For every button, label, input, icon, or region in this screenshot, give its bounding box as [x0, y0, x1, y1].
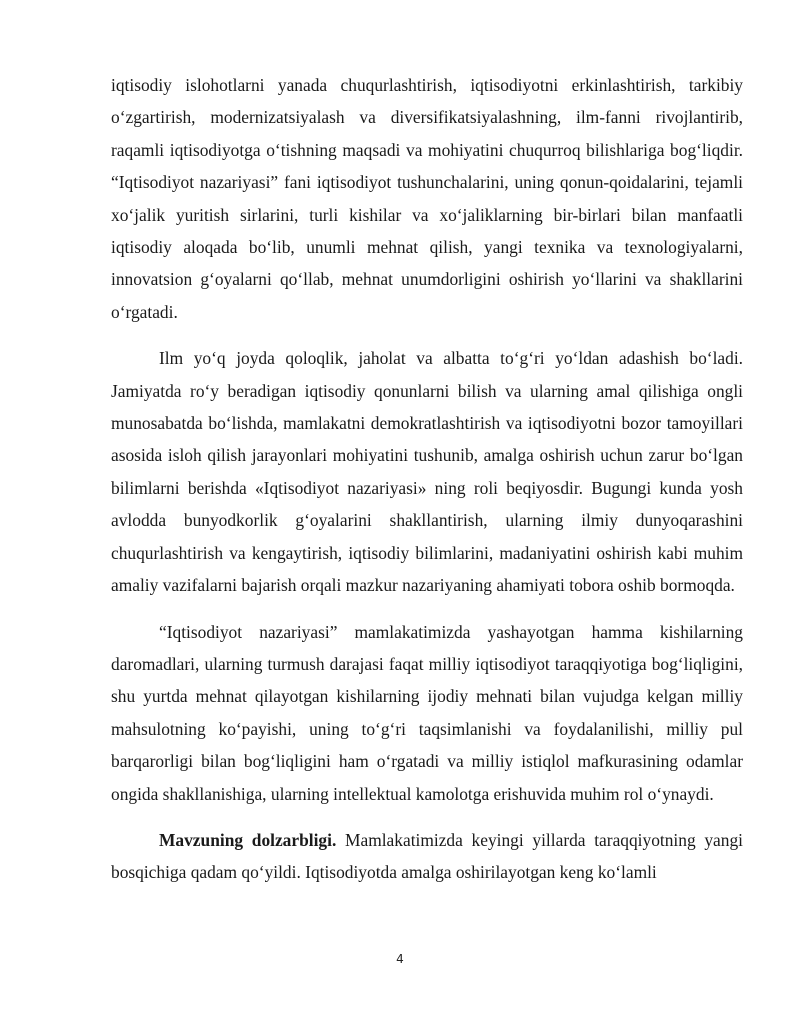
paragraph-2: [111, 342, 743, 601]
paragraph-3-text: “Iqtisodiyot nazariyasi” mamlakatimizda yashayotgan hamma kishilarning daromadlari, ularning turmush darajasi faqat milliy iqtisodiyot taraqqiyotiga bog‘liqligini, shu yurtda mehnat qilayotgan kishilarning ijodiy mehnati bilan vujudga kelgan milliy mahsulotning ko‘payishi, uning to‘g‘ri taqsimlanishi va foydalanilishi, milliy pul barqarorligi bilan bog‘liqligini ham o‘rgatadi va milliy istiqlol mafkurasining odamlar ongida shakllanishiga, ularning intellektual kamolotga erishuvida muhim rol o‘ynaydi.: [111, 621, 743, 804]
page-number: 4: [396, 952, 404, 966]
section-heading-inline: Mavzuning dolzarbligi.: [159, 829, 337, 850]
paragraph-1-text: iqtisodiy islohotlarni yanada chuqurlashtirish, iqtisodiyotni erkinlashtirish, tarkibiy o‘zgartirish, modernizatsiyalash va diversifikatsiyalashning, ilm-fanni rivojlantirib, raqamli iqtisodiyotga o‘tishning maqsadi va mohiyatini chuqurroq bilishlariga bog‘liqdir. “Iqtisodiyot nazariyasi” fani iqtisodiyot tushunchalarini, uning qonun-qoidalarini, tejamli xo‘jalik yuritish sirlarini, turli kishilar va xo‘jaliklarning bir-birlari bilan manfaatli iqtisodiy aloqada bo‘lib, unumli mehnat qilish, yangi texnika va texnologiyalarni, innovatsion g‘oyalarni qo‘llab, mehnat unumdorligini oshirish yo‘llarini va shakllarini o‘rgatadi.: [111, 75, 743, 322]
paragraph-3: [111, 616, 743, 810]
paragraph-2-text: Ilm yo‘q joyda qoloqlik, jaholat va albatta to‘g‘ri yo‘ldan adashish bo‘ladi. Jamiyatda ro‘y beradigan iqtisodiy qonunlarni bilish va ularning amal qilishiga ongli munosabatda bo‘lishda, mamlakatni demokratlashtirish va iqtisodiyotni bozor tamoyillari asosida isloh qilish jarayonlari mohiyatini tushunib, amalga oshirish uchun zarur bo‘lgan bilimlarni berishda «Iqtisodiyot nazariyasi» ning roli beqiyosdir. Bugungi kunda yosh avlodda bunyodkorlik g‘oyalarini shakllantirish, ularning ilmiy dunyoqarashini chuqurlashtirish va kengaytirish, iqtisodiy bilimlarini, madaniyatini oshirish kabi muhim amaliy vazifalarni bajarish orqali mazkur nazariyaning ahamiyati tobora oshib bormoqda.: [111, 348, 743, 596]
paragraph-gap: [111, 810, 743, 824]
body-text: [111, 69, 743, 889]
paragraph-gap: [111, 328, 743, 342]
paragraph-gap: [111, 602, 743, 616]
paragraph-4-text: Mamlakatimizda keyingi yillarda taraqqiyotning yangi bosqichiga qadam qo‘yildi. Iqtisodiyotda amalga oshirilayotgan keng ko‘lamli: [111, 829, 743, 883]
paragraph-4: [111, 824, 743, 889]
paragraph-1: [111, 69, 743, 328]
